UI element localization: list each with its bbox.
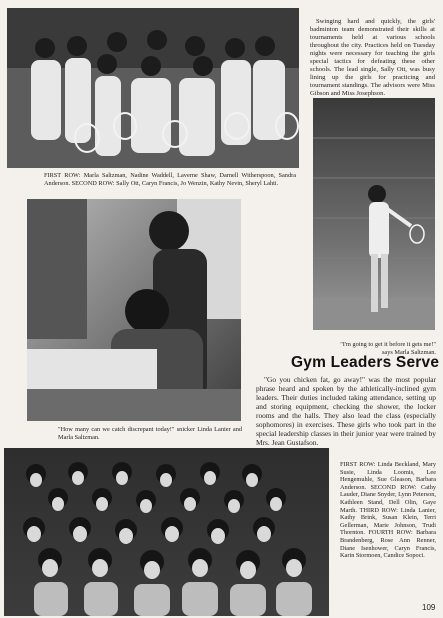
gym-leaders-roster-caption: FIRST ROW: Linda Beckland, Mary Susie, Linda Loomis, Lee Hengemuhle, Sue Gleason, Barbara Anderson. SECOND ROW: Cathy Lauder, Diane Snyder, Lynn Peterson, Kathleen Stand, Dell Olin, Gaye Marth. THIRD ROW: Linda Lanier, Kathy Brink, Susan Klein, Terri Gellerman, Marie Johnson, Trudi Thornton. FOURTH ROW: Barbara Brandenberg, Rose Ann Renner, Diane Isenhower, Caryn Francis, Karin Stormoen, Candice Sopoci.	[340, 461, 436, 560]
gym-leaders-group-photo	[4, 448, 329, 616]
badminton-team-photo	[7, 8, 299, 168]
section-title: Gym Leaders Serve	[291, 354, 440, 371]
badminton-roster-caption: FIRST ROW: Marla Saltzman, Nadine Waddell, Laverne Shaw, Darnell Witherspoon, Sandra Anderson. SECOND ROW: Sally Ott, Caryn Francis, Jo Wenzin, Kathy Nevin, Sheryl Lahti.	[44, 172, 296, 187]
action-photo-caption: "I'm going to get it before it gets me!" says Marla Saltzman.	[340, 341, 436, 356]
gym-leaders-figures	[4, 448, 329, 616]
gym-leaders-paragraph: "Go you chicken fat, go away!" was the most popular phrase heard and spoken by the athletically-inclined gym leaders. Their duties included taking attendance, setting up and storing equipment, checking the shower, the locker rooms and the halls. They also lead the class (especially sophomores) in exercises. These girls who took part in the special leadership classes in their junior year were trained by Mrs. Jean Gustafson.	[256, 375, 436, 447]
badminton-team-figures	[7, 8, 299, 168]
desk-photo	[27, 199, 241, 421]
page-number: 109	[422, 603, 436, 612]
desk-photo-caption: "How many can we catch discrepant today!" snicker Linda Lanier and Marla Saltzman.	[58, 426, 242, 441]
badminton-paragraph: Swinging hard and quickly, the girls' badminton team demonstrated their skills at tournaments held at various schools throughout the city. Practices held on Tuesday nights were necessary for teaching the girls special tactics for defeating these other schools. The lead single, Sally Ott, was busy lining up the girls for practicing and tournament standings. The advisors were Miss Gibson and Miss Josephson.	[310, 18, 435, 97]
action-photo-figure	[313, 98, 435, 330]
badminton-action-photo	[313, 98, 435, 330]
desk-photo-figures	[27, 199, 241, 421]
